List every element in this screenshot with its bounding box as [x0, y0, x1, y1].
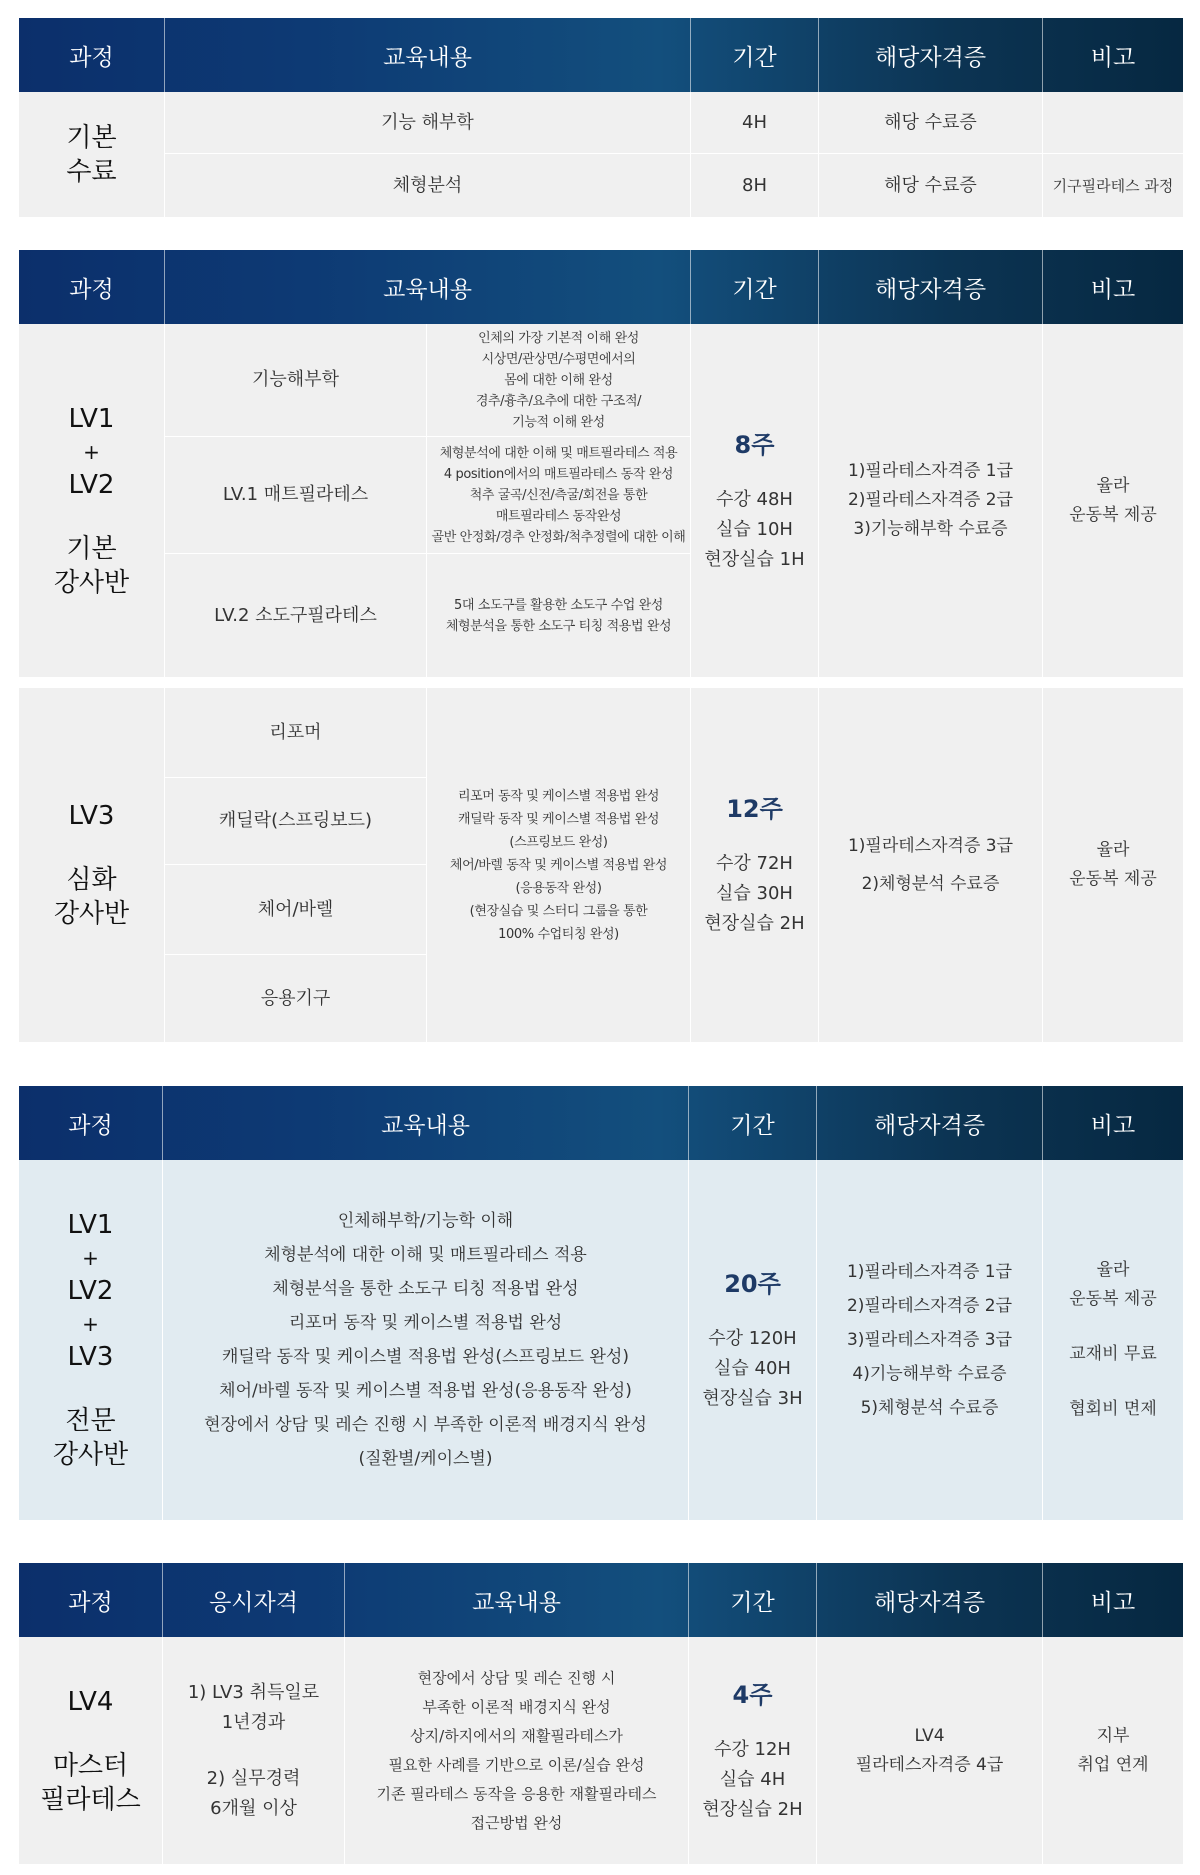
note-line: 교재비 무료 [1069, 1344, 1157, 1364]
note-line: 운동복 제공 [1069, 869, 1157, 889]
table-cell-cert: 해당 수료증 [819, 92, 1043, 154]
period-cell [689, 1160, 817, 1521]
course-name [19, 688, 165, 1043]
detail-line: 시상면/관상면/수평면에서의 [481, 351, 636, 367]
course-table-professional [19, 1086, 1183, 1521]
hours-line: 현장실습 3H [702, 1388, 803, 1409]
course-name-line: LV2 [67, 1276, 114, 1306]
header-course: 과정 [19, 250, 165, 324]
header-note: 비고 [1090, 44, 1136, 71]
table-cell-content: 체형분석 [165, 154, 691, 218]
course-name-line: 기본 [66, 533, 117, 564]
table-header [19, 1086, 1183, 1160]
cert-line: 4)기능해부학 수료증 [852, 1364, 1007, 1384]
detail-line: 5대 소도구를 활용한 소도구 수업 완성 [454, 597, 663, 613]
note-cell [1043, 688, 1183, 1043]
cert-line: 1)필라테스자격증 3급 [847, 836, 1014, 856]
header-period: 기간 [691, 18, 819, 92]
course-name [19, 1637, 163, 1865]
detail-line: 상지/하지에서의 재활필라테스가 [410, 1726, 623, 1745]
course-name-line: 마스터 [52, 1750, 129, 1781]
course-name-line: + [82, 1246, 99, 1270]
header-course: 과정 [19, 1563, 163, 1637]
note-cell [1043, 1160, 1183, 1521]
note-line: 협회비 면제 [1069, 1399, 1157, 1419]
detail-line: 골반 안정화/경추 안정화/척추정렬에 대한 이해 [431, 529, 686, 545]
cert-line: 2)필라테스자격증 2급 [847, 490, 1014, 510]
hours-line: 실습 10H [716, 518, 793, 540]
table-cell-note [1043, 92, 1183, 154]
header-cert: 해당자격증 [817, 1086, 1043, 1160]
header-period: 기간 [689, 1086, 817, 1160]
table-cell-period: 8H [691, 154, 819, 218]
course-name-line: 필라테스 [40, 1784, 141, 1815]
note-line: 율라 [1096, 840, 1130, 860]
detail-line: 체어/바렐 동작 및 케이스별 적용법 완성(응용동작 완성) [219, 1381, 632, 1401]
header-qualification: 응시자격 [163, 1563, 345, 1637]
course-name-line: + [83, 439, 100, 464]
course-name-line: LV3 [67, 1342, 114, 1372]
hours-line: 현장실습 1H [704, 548, 805, 570]
qual-line: 2) 실무경력 [206, 1767, 301, 1789]
qual-line: 1년경과 [221, 1711, 286, 1733]
hours-line: 현장실습 2H [704, 913, 805, 934]
course-name-line: 강사반 [52, 1440, 129, 1470]
subject-name: LV.1 매트필라테스 [165, 437, 427, 554]
header-period: 기간 [691, 250, 819, 324]
detail-line: 기존 필라테스 동작을 응용한 재활필라테스 [376, 1784, 657, 1803]
header-note: 비고 [1090, 1589, 1136, 1616]
detail-line: 100% 수업티칭 완성) [498, 926, 619, 942]
header-cert: 해당자격증 [817, 1563, 1043, 1637]
course-name [19, 92, 165, 218]
cert-line: 1)필라테스자격증 1급 [847, 461, 1014, 481]
cert-line: LV4 [914, 1725, 945, 1746]
course-name-line: 심화 [66, 865, 117, 895]
detail-line: 체형분석에 대한 이해 및 매트필라테스 적용 [264, 1245, 587, 1265]
detail-line: 리포머 동작 및 케이스별 적용법 완성 [288, 1313, 563, 1333]
course-name [19, 1160, 163, 1521]
subject-name: 기능해부학 [165, 324, 427, 437]
weeks-label: 20주 [724, 1270, 781, 1298]
header-period: 기간 [689, 1563, 817, 1637]
table-header [19, 1563, 1183, 1637]
course-name-line: LV1 [67, 1210, 114, 1240]
course-name-line: 기본 [66, 122, 117, 153]
hours-line: 현장실습 2H [702, 1798, 803, 1820]
detail-line: 인체해부학/기능학 이해 [337, 1211, 514, 1231]
detail-line: 캐딜락 동작 및 케이스별 적용법 완성(스프링보드 완성) [222, 1347, 629, 1367]
detail-line: 경추/흉추/요추에 대한 구조적/ [475, 393, 642, 409]
subject-name: 응용기구 [165, 955, 427, 1043]
hours-line: 수강 48H [716, 488, 793, 510]
course-name-line: LV4 [67, 1686, 114, 1717]
hours-line: 수강 12H [714, 1738, 791, 1760]
cert-line: 3)기능해부학 수료증 [853, 519, 1008, 539]
header-cert: 해당자격증 [819, 18, 1043, 92]
weeks-label: 12주 [726, 795, 783, 823]
qual-line: 6개월 이상 [210, 1797, 297, 1819]
table-cell-cert: 해당 수료증 [819, 154, 1043, 218]
detail-line: 몸에 대한 이해 완성 [504, 372, 613, 388]
note-line: 율라 [1096, 475, 1130, 496]
course-table-master [19, 1563, 1183, 1865]
note-line: 율라 [1096, 1260, 1130, 1280]
note-line: 취업 연계 [1077, 1754, 1149, 1775]
weeks-label: 4주 [732, 1680, 773, 1709]
header-content: 교육내용 [345, 1563, 689, 1637]
header-course: 과정 [19, 1086, 163, 1160]
detail-line: 인체의 가장 기본적 이해 완성 [478, 330, 639, 346]
detail-line: 4 position에서의 매트필라테스 동작 완성 [443, 466, 674, 482]
course-name-line: 강사반 [53, 899, 130, 929]
detail-line: (스프링보드 완성) [509, 834, 608, 850]
cert-line: 5)체형분석 수료증 [860, 1398, 999, 1418]
course-name-line: LV3 [68, 801, 115, 831]
cert-cell [817, 1160, 1043, 1521]
detail-line: 리포머 동작 및 케이스별 적용법 완성 [457, 788, 660, 804]
header-content: 교육내용 [165, 18, 691, 92]
header-content: 교육내용 [165, 250, 691, 324]
table-cell-note: 기구필라테스 과정 [1043, 154, 1183, 218]
detail-line: 척추 굴곡/신전/측굴/회전을 통한 [469, 487, 648, 503]
detail-line: 체형분석에 대한 이해 및 매트필라테스 적용 [439, 445, 678, 461]
cert-cell [819, 688, 1043, 1043]
detail-line: 체어/바렐 동작 및 케이스별 적용법 완성 [449, 857, 668, 873]
subject-detail [427, 324, 691, 437]
qual-line: 1) LV3 취득일로 [187, 1681, 320, 1703]
header-note: 비고 [1090, 1112, 1136, 1139]
note-cell [1043, 1637, 1183, 1865]
cert-cell [819, 324, 1043, 678]
course-table-basic-completion [19, 18, 1183, 218]
header-course: 과정 [19, 18, 165, 92]
note-line: 운동복 제공 [1069, 504, 1157, 525]
hours-line: 수강 120H [708, 1328, 797, 1349]
table-cell-period: 4H [691, 92, 819, 154]
course-name [19, 324, 165, 678]
subject-name: 리포머 [165, 688, 427, 778]
cert-cell [817, 1637, 1043, 1865]
subject-detail [427, 688, 691, 1043]
period-cell [691, 324, 819, 678]
content-cell [345, 1637, 689, 1865]
table-header [19, 250, 1183, 324]
detail-line: (응용동작 완성) [515, 880, 602, 896]
detail-line: 캐딜락 동작 및 케이스별 적용법 완성 [457, 811, 660, 827]
subject-name: 캐딜락(스프링보드) [165, 778, 427, 865]
header-cert: 해당자격증 [819, 250, 1043, 324]
detail-line: 현장에서 상담 및 레슨 진행 시 [417, 1668, 616, 1687]
hours-line: 실습 30H [716, 883, 793, 904]
period-cell [691, 688, 819, 1043]
cert-line: 1)필라테스자격증 1급 [846, 1262, 1013, 1282]
course-name-line: 수료 [66, 156, 117, 187]
detail-line: 현장에서 상담 및 레슨 진행 시 부족한 이론적 배경지식 완성 [204, 1415, 647, 1435]
period-cell [689, 1637, 817, 1865]
header-content: 교육내용 [163, 1086, 689, 1160]
course-name-line: + [82, 1312, 99, 1336]
detail-line: 체형분석을 통한 소도구 티칭 적용법 완성 [445, 618, 672, 634]
detail-line: (현장실습 및 스터디 그룹을 통한 [469, 903, 648, 919]
cert-line: 2)체형분석 수료증 [861, 874, 1000, 894]
subject-name: LV.2 소도구필라테스 [165, 554, 427, 678]
hours-line: 실습 40H [714, 1358, 791, 1379]
cert-line: 3)필라테스자격증 3급 [846, 1330, 1013, 1350]
detail-line: 부족한 이론적 배경지식 완성 [422, 1697, 611, 1716]
cert-line: 필라테스자격증 4급 [855, 1754, 1004, 1775]
header-note: 비고 [1090, 276, 1136, 303]
detail-line: 매트필라테스 동작완성 [495, 508, 622, 524]
course-name-line: LV2 [68, 469, 115, 500]
subject-detail [427, 437, 691, 554]
cert-line: 2)필라테스자격증 2급 [846, 1296, 1013, 1316]
detail-line: 체형분석을 통한 소도구 티칭 적용법 완성 [272, 1279, 579, 1299]
detail-line: (질환별/케이스별) [358, 1449, 493, 1469]
course-name-line: 전문 [65, 1406, 116, 1436]
detail-line: 기능적 이해 완성 [512, 414, 605, 430]
course-table-instructor [19, 250, 1183, 1043]
hours-line: 실습 4H [719, 1768, 786, 1790]
course-name-line: LV1 [68, 403, 115, 434]
subject-name: 체어/바렐 [165, 865, 427, 955]
note-cell [1043, 324, 1183, 678]
weeks-label: 8주 [734, 430, 775, 459]
hours-line: 수강 72H [716, 853, 793, 874]
detail-line: 필요한 사례를 기반으로 이론/실습 완성 [388, 1755, 645, 1774]
qualification-cell [163, 1637, 345, 1865]
content-cell [163, 1160, 689, 1521]
note-line: 운동복 제공 [1069, 1289, 1157, 1309]
course-name-line: 강사반 [53, 567, 130, 598]
subject-detail [427, 554, 691, 678]
table-header [19, 18, 1183, 92]
note-line: 지부 [1096, 1725, 1130, 1746]
table-cell-content: 기능 해부학 [165, 92, 691, 154]
detail-line: 접근방법 완성 [470, 1813, 563, 1832]
